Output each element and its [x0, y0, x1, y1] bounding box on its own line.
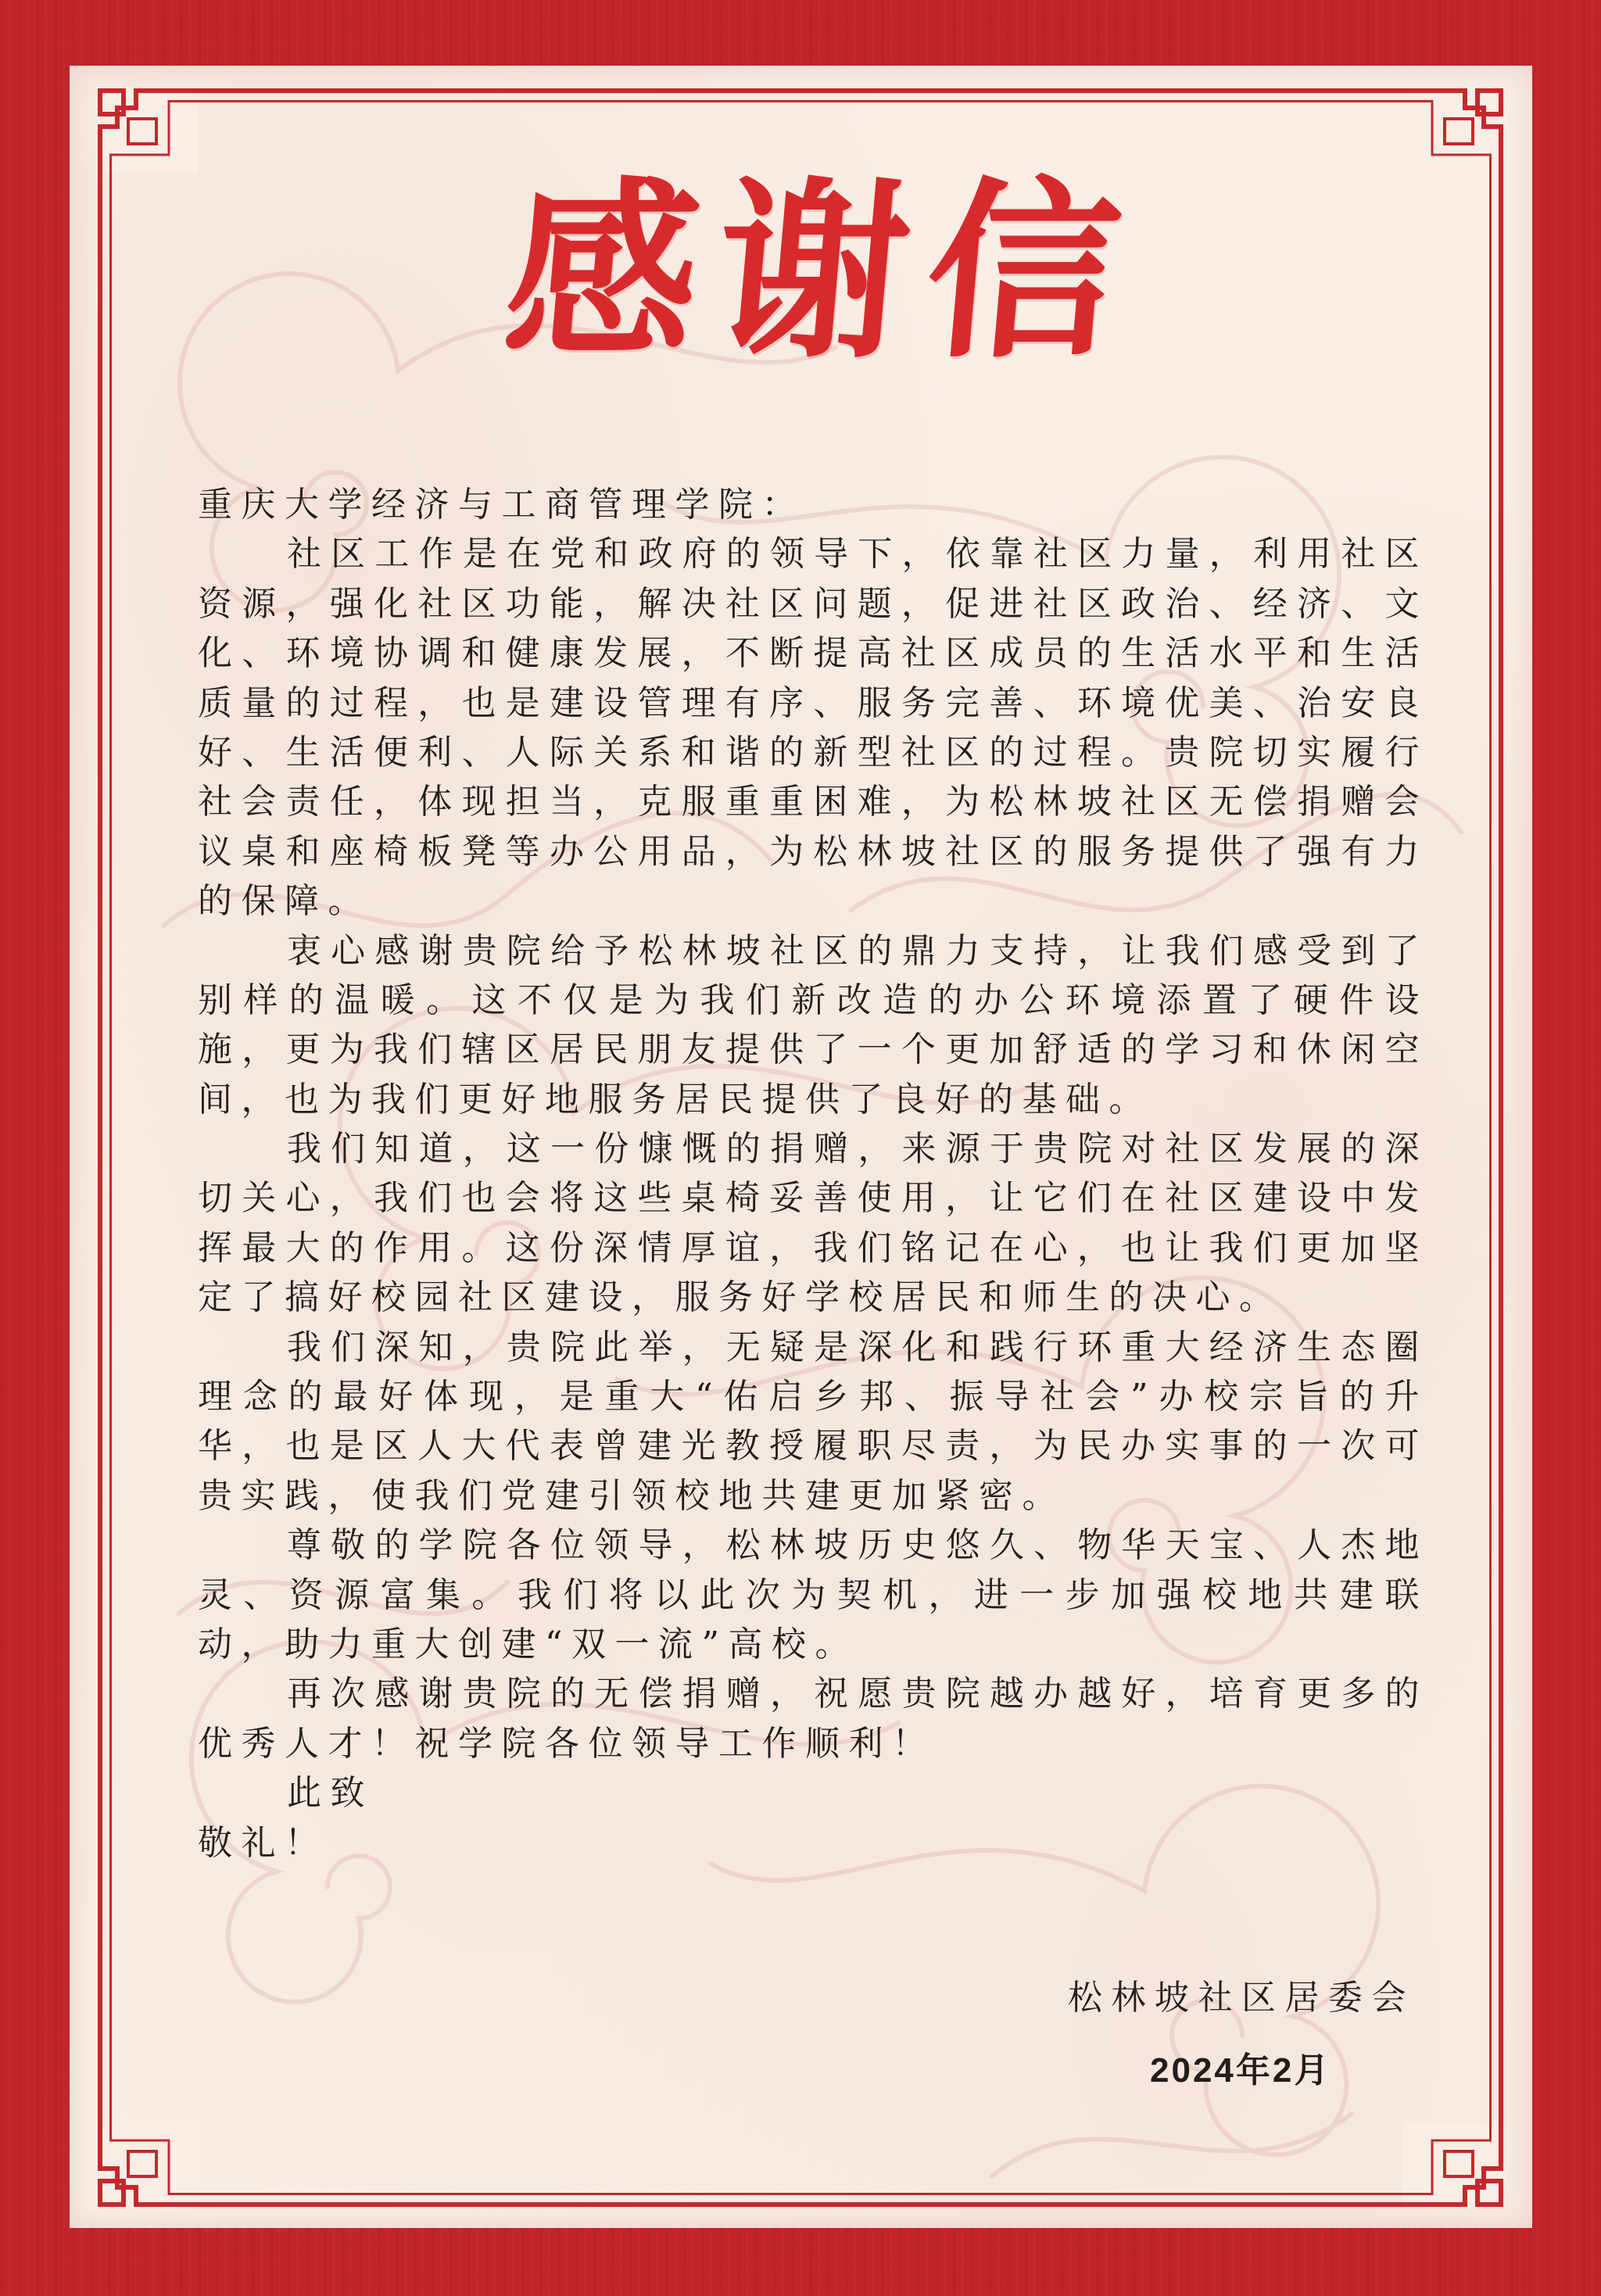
- body-text-line: 议桌和座椅板凳等办公用品，为松林坡社区的服务提供了强有力: [198, 831, 1428, 872]
- paragraph-3: [198, 1124, 1428, 1323]
- body-text-line: 挥最大的作用。这份深情厚谊，我们铭记在心，也让我们更加坚: [198, 1227, 1428, 1268]
- body-text-line: 定了搞好校园社区建设，服务好学校居民和师生的决心。: [198, 1277, 1283, 1318]
- letter-title: 感谢信: [496, 159, 1148, 384]
- body-text-line: 理念的最好体现，是重大“佑启乡邦、振导社会”办校宗旨的升: [198, 1377, 1428, 1417]
- salutation: 重庆大学经济与工商管理学院：: [198, 485, 805, 525]
- body-text-line: 我们深知，贵院此举，无疑是深化和践行环重大经济生态圈: [287, 1327, 1428, 1367]
- corner-knot-ornament-top-left: [97, 88, 199, 174]
- closing-cizhi: 此致: [287, 1773, 374, 1814]
- body-text-line: 华，也是区人大代表曾建光教授履职尽责，为民办实事的一次可: [198, 1426, 1428, 1467]
- body-text-line: 间，也为我们更好地服务居民提供了良好的基础。: [198, 1079, 1152, 1119]
- body-text-line: 再次感谢贵院的无偿捐赠，祝愿贵院越办越好，培育更多的: [287, 1674, 1428, 1714]
- body-text-line: 质量的过程，也是建设管理有序、服务完善、环境优美、治安良: [198, 682, 1428, 723]
- body-text-line: 社会责任，体现担当，克服重重困难，为松林坡社区无偿捐赠会: [198, 782, 1428, 822]
- paragraph-4: [198, 1323, 1428, 1521]
- corner-knot-ornament-bottom-left: [97, 2122, 199, 2208]
- body-text-line: 别样的温暖。这不仅是为我们新改造的办公环境添置了硬件设: [198, 980, 1428, 1020]
- body-text-line: 切关心，我们也会将这些桌椅妥善使用，让它们在社区建设中发: [198, 1178, 1428, 1219]
- body-text-line: 贵实践，使我们党建引领校地共建更加紧密。: [198, 1475, 1066, 1516]
- body-text-line: 尊敬的学院各位领导，松林坡历史悠久、物华天宝、人杰地: [287, 1525, 1428, 1566]
- paragraph-6: [198, 1669, 1428, 1768]
- paragraph-1: [198, 529, 1428, 926]
- body-text-line: 化、环境协调和健康发展，不断提高社区成员的生活水平和生活: [198, 633, 1428, 674]
- body-text-line: 优秀人才！祝学院各位领导工作顺利！: [198, 1723, 936, 1764]
- closing-jingli: 敬礼！: [198, 1822, 328, 1863]
- body-text-line: 灵、资源富集。我们将以此次为契机，进一步加强校地共建联: [198, 1574, 1428, 1615]
- body-text-line: 社区工作是在党和政府的领导下，依靠社区力量，利用社区: [287, 534, 1428, 575]
- body-text-line: 我们知道，这一份慷慨的捐赠，来源于贵院对社区发展的深: [287, 1129, 1428, 1169]
- body-text-line: 动，助力重大创建“双一流”高校。: [198, 1624, 858, 1664]
- body-text-line: 资源，强化社区功能，解决社区问题，促进社区政治、经济、文: [198, 583, 1428, 624]
- body-text-line: 好、生活便利、人际关系和谐的新型社区的过程。贵院切实履行: [198, 732, 1428, 772]
- body-text-line: 衷心感谢贵院给予松林坡社区的鼎力支持，让我们感受到了: [287, 930, 1428, 971]
- corner-knot-ornament-top-right: [1402, 88, 1504, 174]
- body-text-line: 施，更为我们辖区居民朋友提供了一个更加舒适的学习和休闲空: [198, 1030, 1428, 1070]
- signature-date: 2024年2月: [1150, 2051, 1331, 2090]
- corner-knot-ornament-bottom-right: [1402, 2122, 1504, 2208]
- paragraph-5: [198, 1521, 1428, 1669]
- signature-organization: 松林坡社区居委会: [1068, 1978, 1415, 2018]
- letter-body: [198, 480, 1428, 1868]
- paragraph-2: [198, 926, 1428, 1125]
- body-text-line: 的保障。: [198, 881, 371, 922]
